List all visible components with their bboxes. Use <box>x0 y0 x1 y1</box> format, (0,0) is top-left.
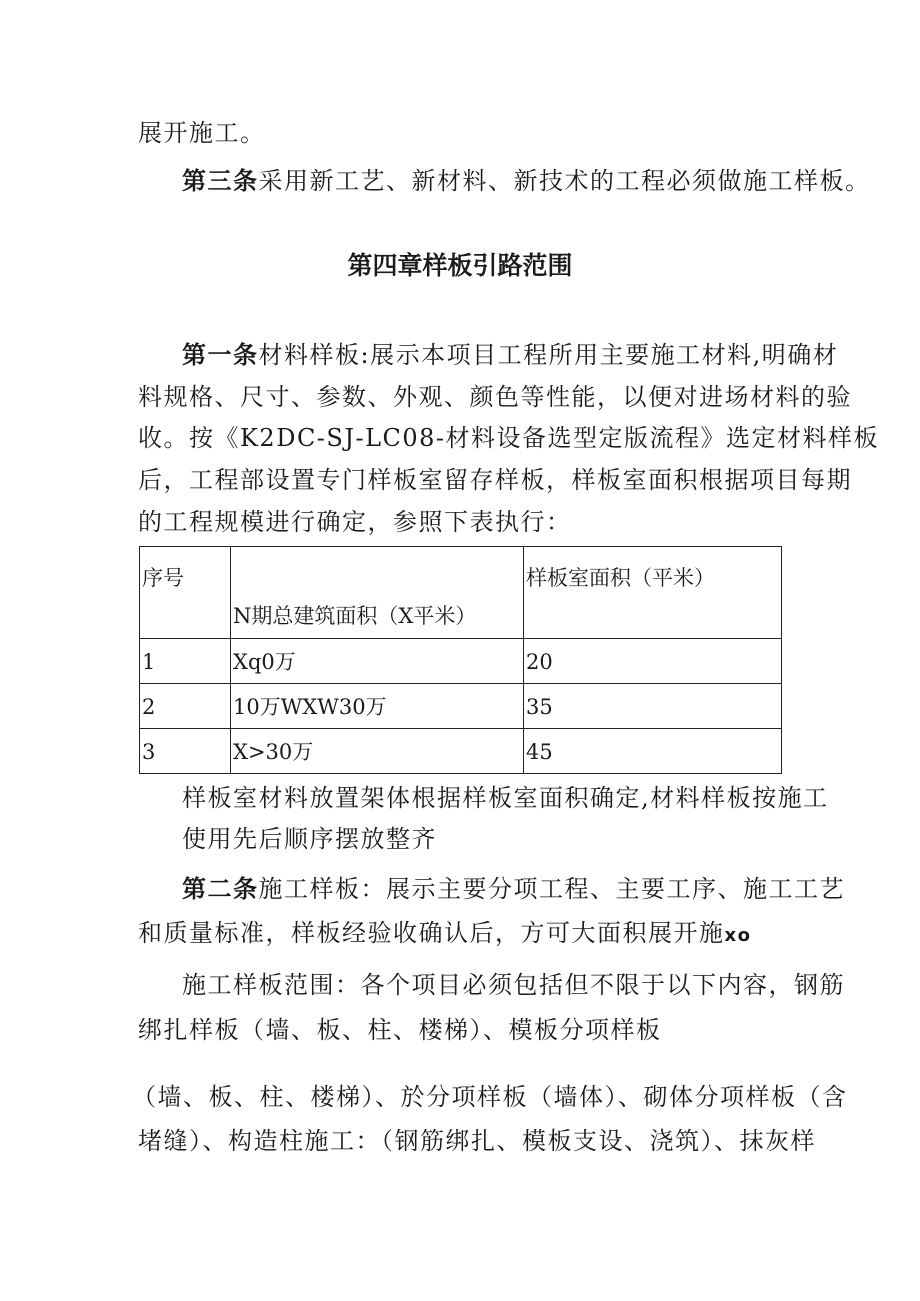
table-cell: 20 <box>524 639 782 684</box>
article-3-text: 采用新工艺、新材料、新技术的工程必须做施工样板。 <box>258 167 871 195</box>
table-cell: 10万WXW30万 <box>231 684 524 729</box>
table-header-cell: 样板室面积（平米） <box>524 547 782 639</box>
table-row <box>140 684 782 729</box>
text-line: 收。按《K2DC-SJ-LC08-材料设备选型定版流程》选定材料样板 <box>138 424 880 452</box>
text-line: 样板室材料放置架体根据样板室面积确定,材料样板按施工 <box>182 784 829 812</box>
text-line: （墙、板、柱、楼梯）、於分项样板（墙体）、砌体分项样板（含 <box>132 1083 848 1111</box>
text-line: 展开施工。 <box>138 119 266 147</box>
text-line <box>138 918 751 951</box>
table-cell: Xq0万 <box>231 639 524 684</box>
table-cell: 1 <box>140 639 231 684</box>
chapter-heading: 第四章样板引路范围 <box>347 251 573 280</box>
text-line: 堵缝）、构造柱施工：（钢筋绑扎、模板支设、浇筑）、抹灰样 <box>138 1127 816 1155</box>
article-1 <box>182 340 838 370</box>
text-line: 绑扎样板（墙、板、柱、楼梯）、模板分项样板 <box>138 1016 662 1044</box>
article-1-label: 第一条 <box>182 341 259 369</box>
article-2-label: 第二条 <box>182 875 259 903</box>
article-1-text: 材料样板:展示本项目工程所用主要施工材料,明确材 <box>258 341 839 369</box>
table-row <box>140 729 782 774</box>
text-line: 料规格、尺寸、参数、外观、颜色等性能，以便对进场材料的验 <box>138 383 852 411</box>
article-3 <box>182 166 871 196</box>
table-header-cell: N期总建筑面积（X平米） <box>231 547 524 639</box>
article-2 <box>182 874 845 904</box>
article-2-tail: xo <box>724 925 752 946</box>
table-header-cell: 序号 <box>140 547 231 639</box>
table-header-row <box>140 547 782 639</box>
text-line: 后，工程部设置专门样板室留存样板，样板室面积根据项目每期 <box>138 466 852 494</box>
table-cell: 3 <box>140 729 231 774</box>
text-line: 施工样板范围：各个项目必须包括但不限于以下内容，钢筋 <box>182 971 845 999</box>
table-cell: 2 <box>140 684 231 729</box>
text-line: 使用先后顺序摆放整齐 <box>182 825 437 853</box>
table-cell: 35 <box>524 684 782 729</box>
table-cell: 45 <box>524 729 782 774</box>
article-2-text: 施工样板：展示主要分项工程、主要工序、施工工艺 <box>258 875 845 903</box>
table-row <box>140 639 782 684</box>
table-cell: X>30万 <box>231 729 524 774</box>
article-3-label: 第三条 <box>182 167 259 195</box>
article-2-continued: 和质量标准，样板经验收确认后，方可大面积展开施 <box>138 919 725 947</box>
text-line: 的工程规模进行确定，参照下表执行： <box>138 508 572 536</box>
sample-room-table <box>139 546 782 774</box>
